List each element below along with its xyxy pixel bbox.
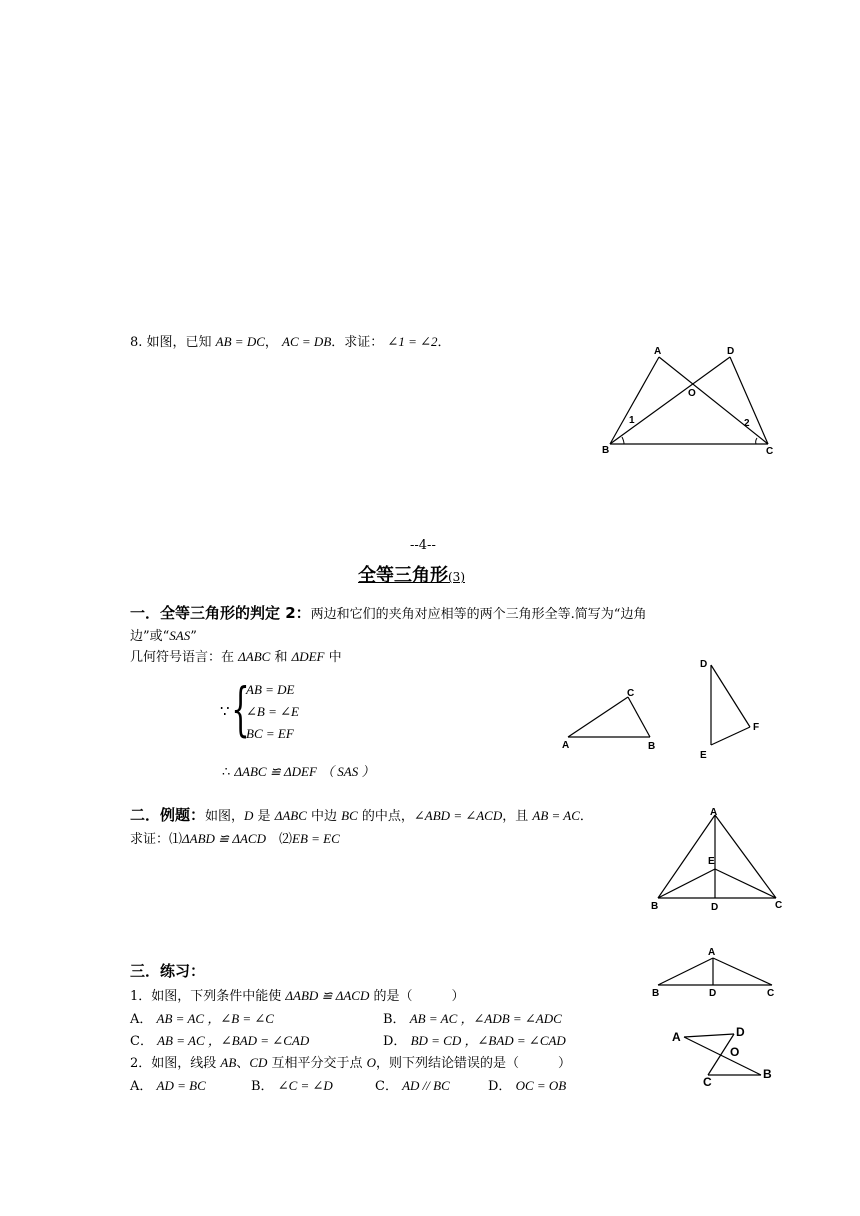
q2-text: 2．如图，线段 AB、CD 互相平分交于点 O，则下列结论错误的是（ ） bbox=[130, 1055, 572, 1071]
label-D: D bbox=[709, 988, 717, 999]
label-C: C bbox=[627, 688, 635, 699]
label-D: D bbox=[711, 902, 719, 913]
page-number: --4-- bbox=[410, 538, 436, 553]
figure-q1 bbox=[648, 945, 783, 1000]
label-A: A bbox=[710, 807, 718, 818]
q1-option-c[interactable]: C． AB = AC ，∠BAD = ∠CAD bbox=[130, 1033, 310, 1049]
label-B: B bbox=[651, 901, 659, 912]
label-C: C bbox=[767, 988, 775, 999]
figure-q2 bbox=[668, 1020, 783, 1090]
section2-prove: 求证：⑴ΔABD ≌ ΔACD ⑵EB = EC bbox=[130, 831, 340, 847]
q1-option-d[interactable]: D． BD = CD ，∠BAD = ∠CAD bbox=[383, 1033, 566, 1049]
q2-option-d[interactable]: D． OC = OB bbox=[488, 1078, 567, 1094]
cond-3: BC = EF bbox=[246, 726, 294, 741]
label-A: A bbox=[708, 947, 716, 958]
label-A: A bbox=[654, 346, 662, 357]
q2-option-b[interactable]: B． ∠C = ∠D bbox=[251, 1078, 333, 1094]
label-B: B bbox=[648, 741, 656, 752]
symbol-language: 几何符号语言：在 ΔABC 和 ΔDEF 中 bbox=[130, 649, 342, 665]
label-O: O bbox=[730, 1045, 740, 1059]
q2-option-c[interactable]: C． AD // BC bbox=[375, 1078, 450, 1094]
label-F: F bbox=[753, 722, 760, 733]
label-D: D bbox=[736, 1025, 745, 1039]
label-C: C bbox=[775, 900, 783, 911]
figure-example bbox=[648, 805, 788, 915]
label-D: D bbox=[700, 659, 708, 670]
section1-line1: 一．全等三角形的判定 2：两边和它们的夹角对应相等的两个三角形全等.简写为“边角 bbox=[130, 604, 647, 622]
label-2: 2 bbox=[744, 418, 750, 429]
label-C: C bbox=[766, 446, 774, 457]
figure-q8 bbox=[600, 340, 780, 460]
label-A: A bbox=[562, 740, 570, 751]
label-D: D bbox=[727, 346, 735, 357]
page-title: 全等三角形(3) bbox=[358, 565, 465, 586]
label-B: B bbox=[652, 988, 660, 999]
q1-option-a[interactable]: A． AB = AC ，∠B = ∠C bbox=[130, 1011, 274, 1027]
cond-2: ∠B = ∠E bbox=[246, 704, 299, 719]
section2-line1: 二．例题：如图，D 是 ΔABC 中边 BC 的中点，∠ABD = ∠ACD，且 AB = AC． bbox=[130, 806, 593, 824]
label-B: B bbox=[602, 445, 610, 456]
label-O: O bbox=[688, 388, 696, 399]
label-E: E bbox=[708, 856, 715, 867]
label-C: C bbox=[703, 1075, 712, 1089]
section3-heading: 三．练习： bbox=[130, 962, 206, 980]
label-A: A bbox=[672, 1030, 681, 1044]
q8-text: 8. 如图，已知 AB = DC， AC = DB．求证： ∠1 = ∠2． bbox=[130, 334, 451, 350]
figure-congruent-triangles bbox=[560, 655, 770, 765]
label-B: B bbox=[763, 1067, 772, 1081]
cond-1: AB = DE bbox=[246, 682, 295, 697]
q1-text: 1．如图，下列条件中能使 ΔABD ≌ ΔACD 的是（ ） bbox=[130, 988, 465, 1004]
label-1: 1 bbox=[629, 415, 635, 426]
q2-option-a[interactable]: A． AD = BC bbox=[130, 1078, 206, 1094]
section1-line2: 边”或“SAS” bbox=[130, 628, 197, 644]
label-E: E bbox=[700, 750, 707, 761]
brace: { bbox=[231, 675, 250, 743]
conclusion: ∴ ΔABC ≌ ΔDEF （ SAS ） bbox=[222, 764, 375, 780]
because-symbol: ∵ bbox=[220, 702, 230, 720]
q1-option-b[interactable]: B． AB = AC ，∠ADB = ∠ADC bbox=[383, 1011, 562, 1027]
